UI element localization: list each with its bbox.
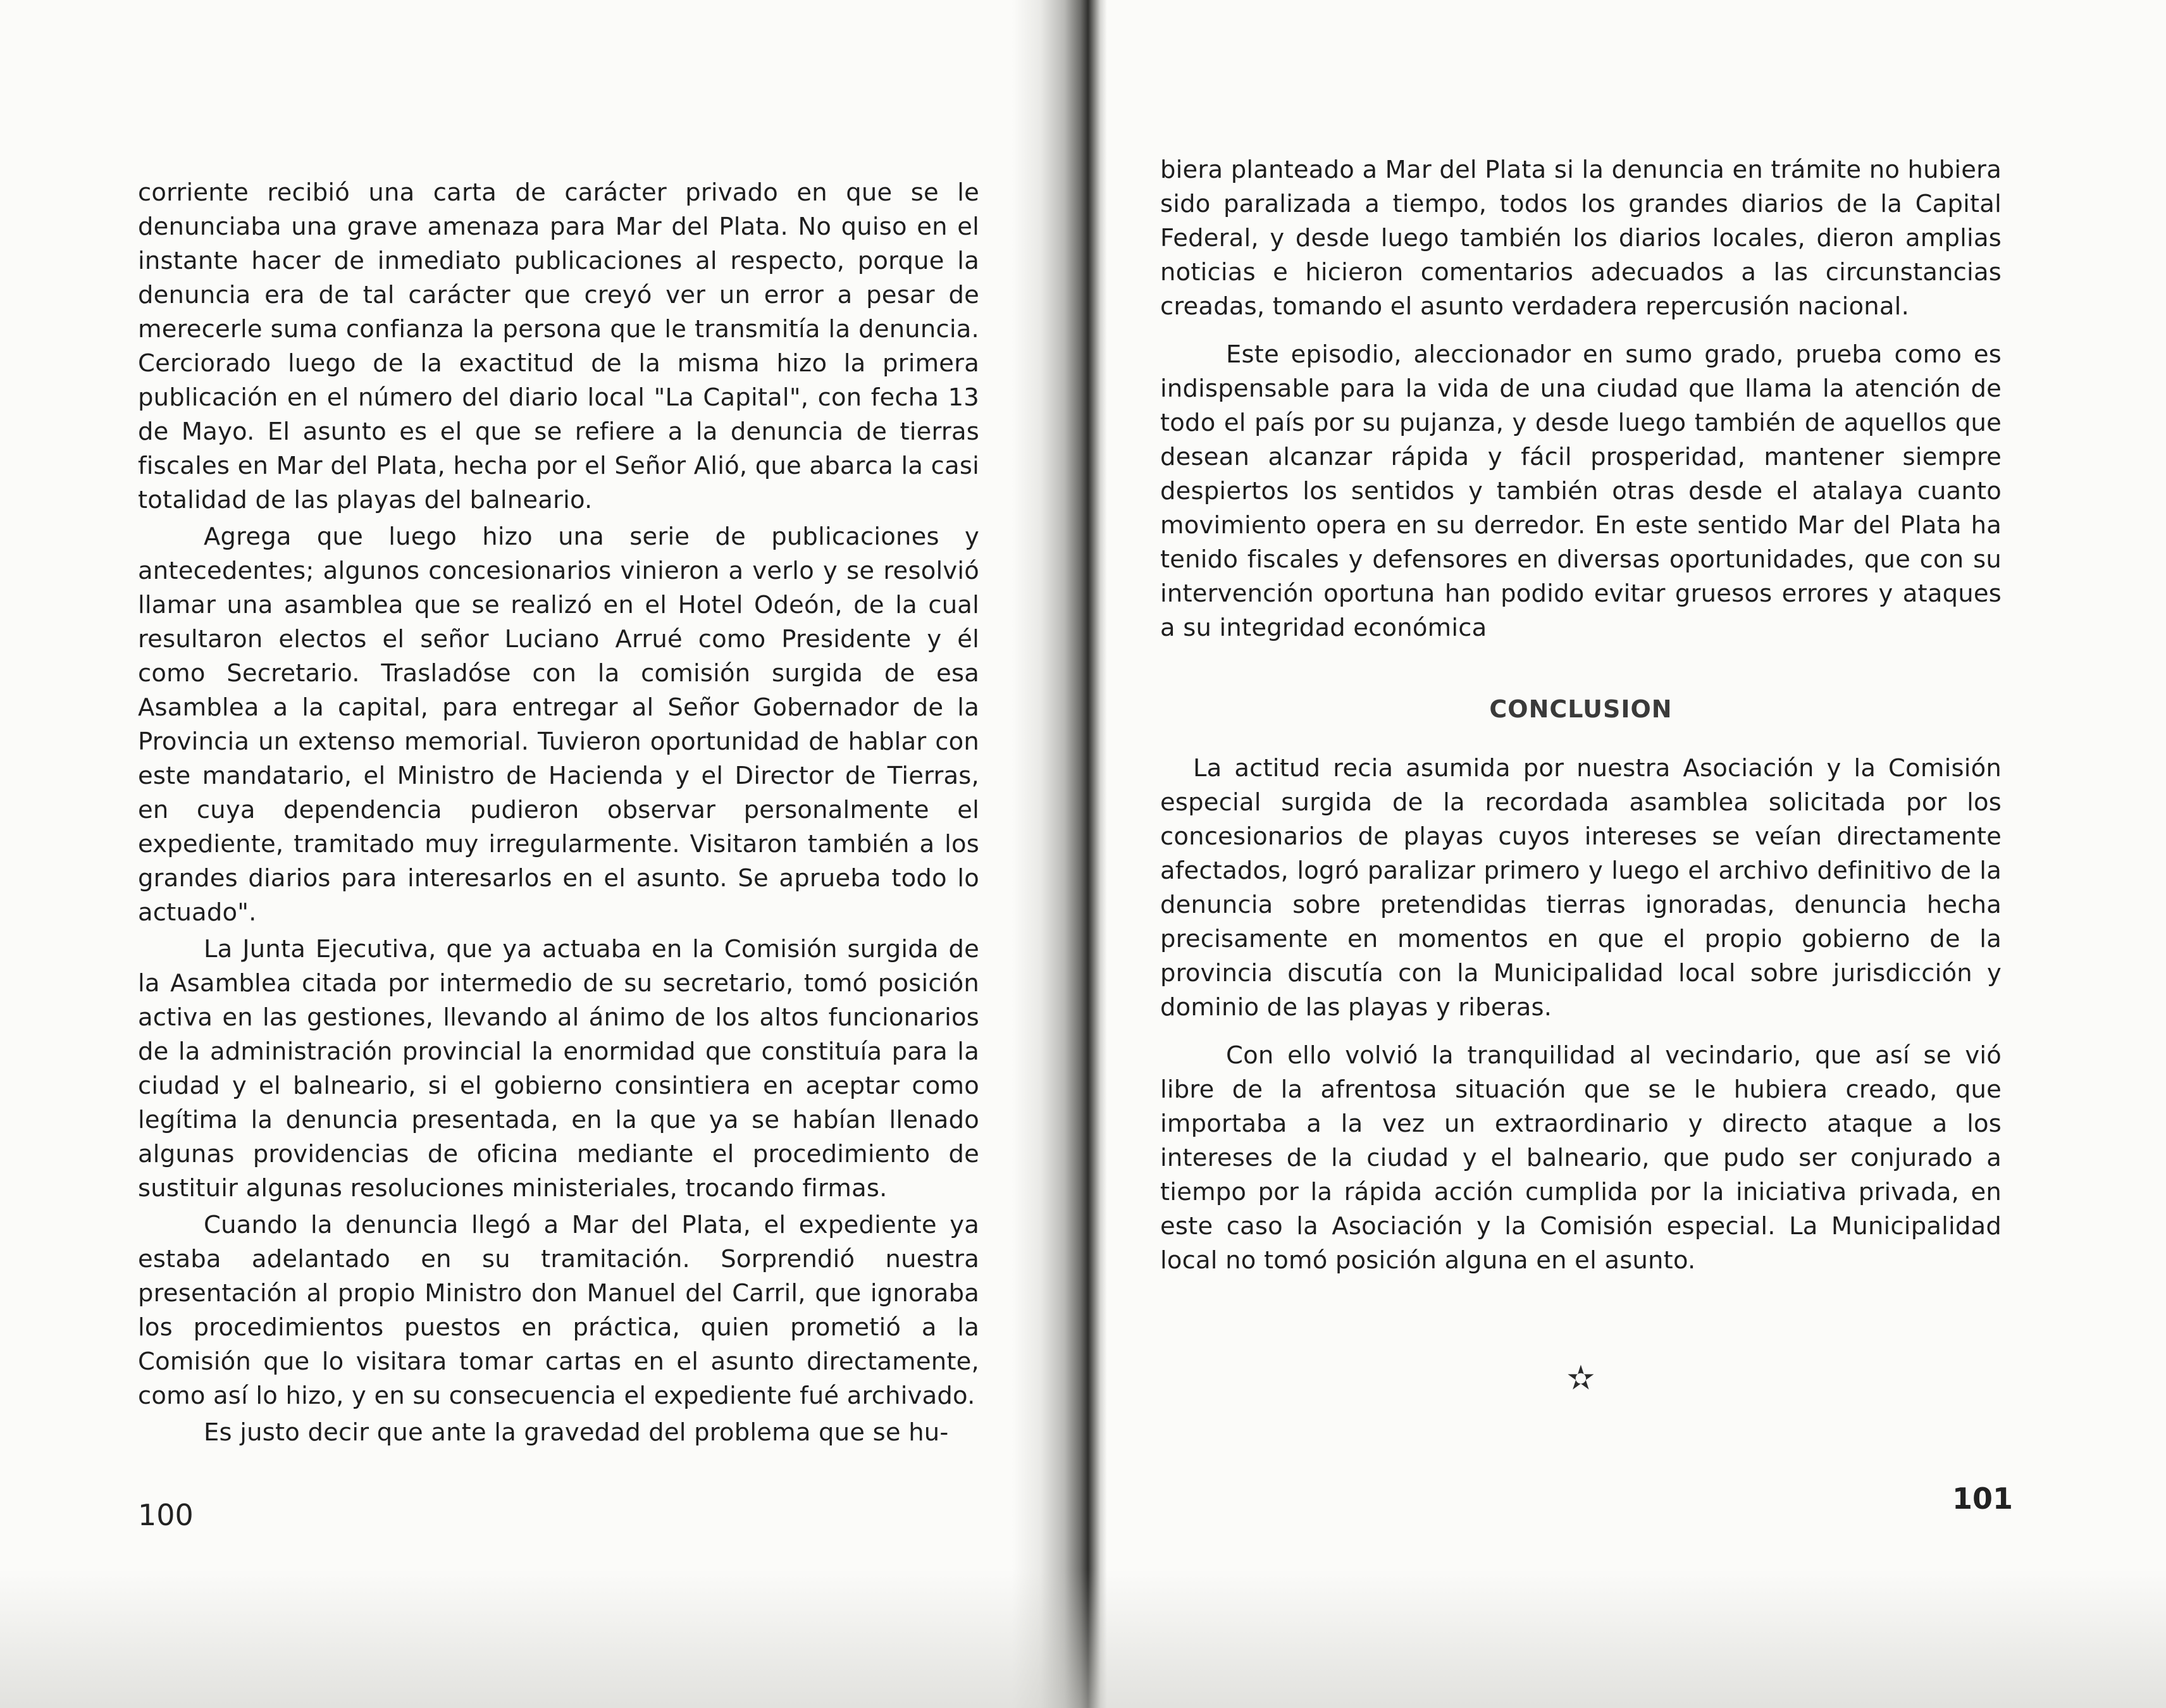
left-page bbox=[0, 0, 1069, 1708]
paragraph: Este episodio, aleccionador en sumo grado, prueba como es indispensable para la vida de una ciudad que llama la atención de todo el país por su pujanza, y desde luego también de aquellos que desean alcanzar rápida y fácil prosperidad, mantener siempre despiertos los sentidos y también otras desde el atalaya cuanto movimiento opera en su derredor. En este sentido Mar del Plata ha tenido fiscales y defensores en diversas oportunidades, que con su intervención oportuna han podido evitar gruesos errores y ataques a su integridad económica bbox=[1160, 340, 2002, 642]
paragraph: La Junta Ejecutiva, que ya actuaba en la Comisión surgida de la Asamblea citada por intermedio de su secretario, tomó posición activa en las gestiones, llevando al ánimo de los altos funcionarios de la administración provincial la enormidad que constituía para la ciudad y el balneario, si el gobierno consintiera en aceptar como legítima la denuncia presentada, en la que ya se habían llenado algunas providencias de oficina mediante el procedimiento de sustituir algunas resoluciones ministeriales, trocando firmas. bbox=[138, 935, 979, 1203]
left-page-body bbox=[138, 176, 979, 1450]
paragraph: Cuando la denuncia llegó a Mar del Plata, el expediente ya estaba adelantado en su tramitación. Sorprendió nuestra presentación al propio Ministro don Manuel del Carril, que ignoraba los procedimientos puestos en práctica, quien prometió a la Comisión que lo visitara tomar cartas en el asunto directamente, como así lo hizo, y en su consecuencia el expediente fué archivado. bbox=[138, 1211, 979, 1410]
paragraph: biera planteado a Mar del Plata si la denuncia en trámite no hubiera sido paralizada a tiempo, todos los grandes diarios de la Capital Federal, y desde luego también los diarios locales, dieron amplias noticias e hicieron comentarios adecuados a las circunstancias creadas, tomando el asunto verdadera repercusión nacional. bbox=[1160, 156, 2002, 321]
section-heading: CONCLUSION bbox=[1489, 695, 1673, 723]
paragraph: Agrega que luego hizo una serie de publicaciones y antecedentes; algunos concesionarios vinieron a verlo y se resolvió llamar una asamblea que se realizó en el Hotel Odeón, de la cual resultaron electos el señor Luciano Arrué como Presidente y él como Secretario. Trasladóse con la comisión surgida de esa Asamblea a la capital, para entregar al Señor Gobernador de la Provincia un extenso memorial. Tuvieron oportunidad de hablar con este mandatario, el Ministro de Hacienda y el Director de Tierras, en cuya dependencia pudieron observar personalmente el expediente, tramitado muy irregularmente. Visitaron también a los grandes diarios para interesarlos en el asunto. Se aprueba todo lo actuado". bbox=[138, 523, 979, 927]
paragraph: Con ello volvió la tranquilidad al vecindario, que así se vió libre de la afrentosa situación que se le hubiera creado, que importaba a la vez un extraordinario y directo ataque a los intereses de la ciudad y el balneario, que pudo ser conjurado a tiempo por la rápida acción cumplida por la iniciativa privada, en este caso la Asociación y la Comisión especial. La Municipalidad local no tomó posición alguna en el asunto. bbox=[1160, 1041, 2002, 1275]
paragraph: corriente recibió una carta de carácter privado en que se le denunciaba una grave amenaza para Mar del Plata. No quiso en el instante hacer de inmediato publicaciones al respecto, porque la denuncia era de tal carácter que creyó ver un error a pesar de merecerle suma confianza la persona que le transmitía la denuncia. Cerciorado luego de la exactitud de la misma hizo la primera publicación en el número del diario local "La Capital", con fecha 13 de Mayo. El asunto es el que se refiere a la denuncia de tierras fiscales en Mar del Plata, hecha por el Señor Alió, que abarca la casi totalidad de las playas del balneario. bbox=[138, 178, 979, 514]
right-page-body bbox=[1160, 153, 2002, 1395]
paragraph: Es justo decir que ante la gravedad del problema que se hu- bbox=[204, 1418, 949, 1447]
right-page bbox=[1069, 0, 2166, 1708]
page-number: 100 bbox=[138, 1498, 194, 1532]
paragraph: La actitud recia asumida por nuestra Asociación y la Comisión especial surgida de la recordada asamblea solicitada por los concesionarios de playas cuyos intereses se veían directamente afectados, logró paralizar primero y luego el archivo definitivo de la denuncia sobre pretendidas tierras ignoradas, denuncia hecha precisamente en momentos en que el propio gobierno de la provincia discutía con la Municipalidad local sobre jurisdicción y dominio de las playas y riberas. bbox=[1160, 754, 2002, 1022]
star-ornament-icon: ✫ bbox=[1567, 1359, 1595, 1397]
page-number: 101 bbox=[1952, 1482, 2014, 1516]
